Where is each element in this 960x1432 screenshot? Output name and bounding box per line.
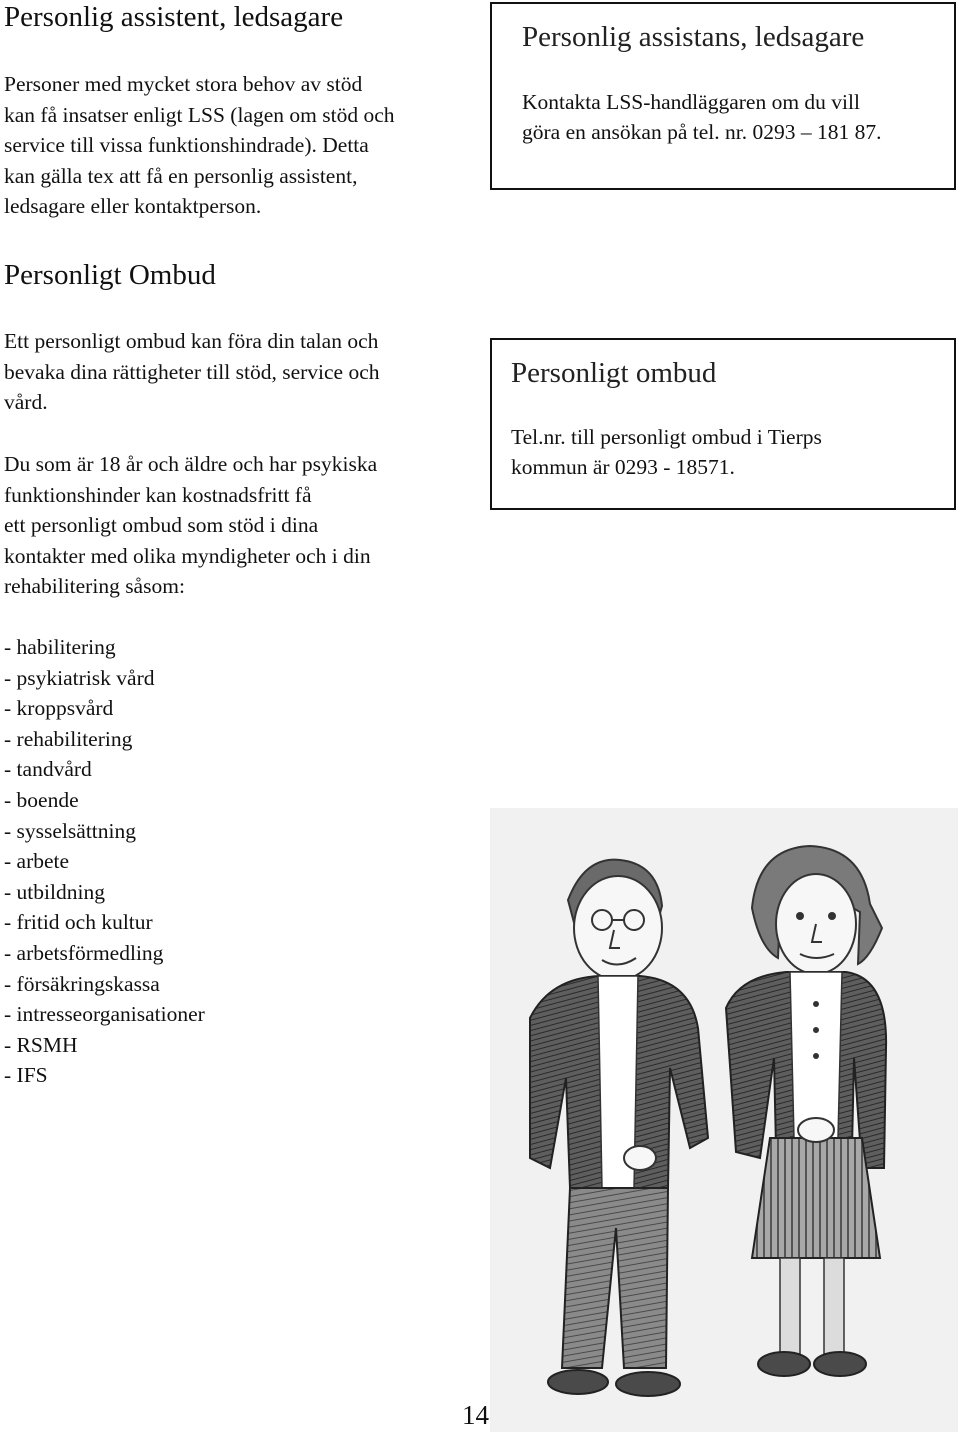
- text-line: funktionshinder kan kostnadsfritt få: [4, 482, 312, 507]
- info-box-lss: [490, 2, 956, 190]
- heading-personligt-ombud: Personligt Ombud: [4, 259, 216, 291]
- list-item: - sysselsättning: [4, 816, 304, 847]
- woman-figure: [726, 846, 886, 1376]
- list-item: - habilitering: [4, 632, 304, 663]
- text-line: bevaka dina rättigheter till stöd, service och: [4, 359, 380, 384]
- box-text: [522, 87, 952, 147]
- page-number: 14: [462, 1400, 489, 1430]
- list-item: - boende: [4, 785, 304, 816]
- text-line: Kontakta LSS-handläggaren om du vill: [522, 90, 860, 114]
- text-line: Tel.nr. till personligt ombud i Tierps: [511, 425, 822, 449]
- text-line: Ett personligt ombud kan föra din talan och: [4, 329, 379, 353]
- list-item: - tandvård: [4, 754, 304, 785]
- list-item: - RSMH: [4, 1030, 304, 1061]
- list-item: - fritid och kultur: [4, 907, 304, 938]
- box-text: [511, 422, 951, 482]
- list-item: - arbete: [4, 846, 304, 877]
- text-line: kan gälla tex att få en personlig assistent,: [4, 163, 358, 188]
- list-item: - psykiatrisk vård: [4, 663, 304, 694]
- text-line: service till vissa funktionshindrade). Detta: [4, 133, 369, 157]
- ombud-paragraph-1: [4, 326, 474, 418]
- service-list: [4, 632, 304, 1091]
- text-line: kommun är 0293 - 18571.: [511, 455, 735, 479]
- text-line: vård.: [4, 390, 48, 414]
- ombud-paragraph-2: [4, 449, 474, 602]
- man-figure: [530, 860, 708, 1396]
- list-item: - intresseorganisationer: [4, 999, 304, 1030]
- list-item: - rehabilitering: [4, 724, 304, 755]
- list-item: - försäkringskassa: [4, 969, 304, 1000]
- text-line: göra en ansökan på tel. nr. 0293 – 181 87.: [522, 120, 882, 144]
- text-line: kontakter med olika myndigheter och i din: [4, 543, 371, 568]
- illustration-two-people: [490, 808, 958, 1432]
- text-line: kan få insatser enligt LSS (lagen om stöd och: [4, 102, 395, 127]
- heading-personlig-assistent: Personlig assistent, ledsagare: [4, 1, 344, 33]
- text-line: ett personligt ombud som stöd i dina: [4, 513, 319, 537]
- list-item: - kroppsvård: [4, 693, 304, 724]
- text-line: ledsagare eller kontaktperson.: [4, 194, 262, 218]
- intro-paragraph: [4, 69, 474, 222]
- list-item: - utbildning: [4, 877, 304, 908]
- box-title: Personligt ombud: [511, 357, 717, 389]
- text-line: rehabilitering såsom:: [4, 574, 185, 598]
- box-title: Personlig assistans, ledsagare: [522, 21, 865, 53]
- people-drawing: [490, 808, 958, 1432]
- list-item: - arbetsförmedling: [4, 938, 304, 969]
- list-item: - IFS: [4, 1060, 304, 1091]
- info-box-ombud: [490, 338, 956, 510]
- text-line: Du som är 18 år och äldre och har psykiska: [4, 452, 378, 476]
- text-line: Personer med mycket stora behov av stöd: [4, 72, 363, 96]
